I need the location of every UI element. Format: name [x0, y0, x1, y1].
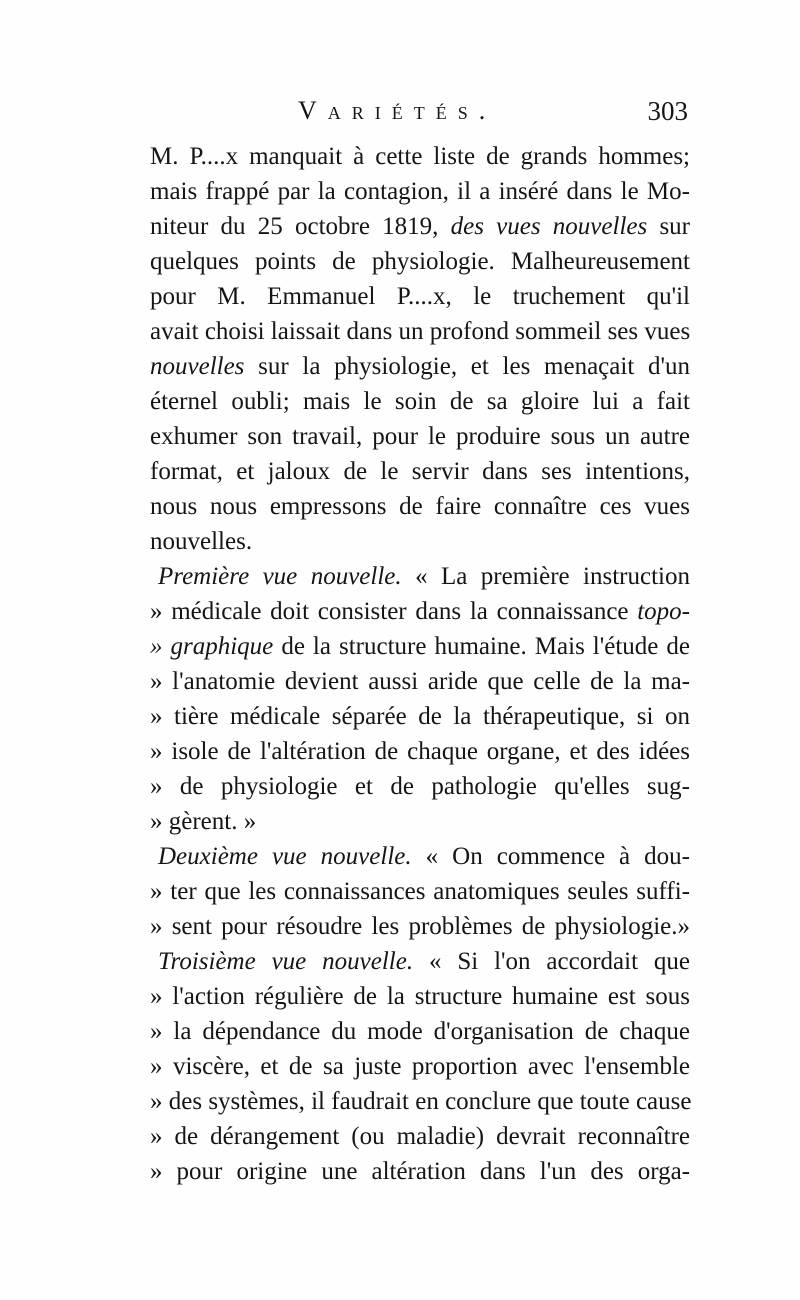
text-line: exhumer son travail, pour le produire sous un autre	[150, 423, 690, 450]
text-line: Troisième vue nouvelle. « Si l'on accordait que	[158, 948, 691, 975]
text-line: nouvelles sur la physiologie, et les menaçait d'un	[150, 353, 690, 380]
text-line: » des systèmes, il faudrait en conclure que toute cause	[150, 1088, 692, 1115]
text-line: avait choisi laissait dans un profond sommeil ses vues	[150, 318, 691, 345]
page-number: 303	[647, 96, 688, 126]
text-line: » de physiologie et de pathologie qu'elles sug-	[150, 773, 690, 800]
text-line: Première vue nouvelle. « La première instruction	[158, 563, 690, 590]
text-line: » sent pour résoudre les problèmes de physiologie.»	[150, 913, 690, 940]
text-line: nous nous empressons de faire connaître ces vues	[150, 493, 690, 520]
text-line: » isole de l'altération de chaque organe, et des idées	[150, 738, 690, 765]
text-line: » tière médicale séparée de la thérapeutique, si on	[150, 703, 690, 730]
text-line: quelques points de physiologie. Malheureusement	[150, 248, 690, 275]
text-line: » de dérangement (ou maladie) devrait reconnaître	[150, 1123, 690, 1150]
text-line: nouvelles.	[150, 528, 253, 555]
text-line: » graphique de la structure humaine. Mais l'étude de	[150, 633, 691, 660]
text-line: niteur du 25 octobre 1819, des vues nouvelles sur	[150, 213, 690, 240]
text-line: pour M. Emmanuel P....x, le truchement qu'il	[150, 283, 690, 310]
text-line: Deuxième vue nouvelle. « On commence à dou-	[158, 843, 691, 870]
text-line: » pour origine une altération dans l'un des orga-	[150, 1158, 690, 1185]
text-line: » ter que les connaissances anatomiques seules suffi-	[150, 878, 690, 905]
text-line: éternel oubli; mais le soin de sa gloire lui a fait	[150, 388, 690, 415]
text-line: » viscère, et de sa juste proportion avec l'ensemble	[150, 1053, 690, 1080]
text-line: mais frappé par la contagion, il a inséré dans le Mo-	[150, 178, 690, 205]
text-line: » médicale doit consister dans la connaissance topo-	[150, 598, 691, 625]
text-line: » gèrent. »	[150, 808, 257, 835]
text-line: » l'anatomie devient aussi aride que celle de la ma-	[150, 668, 690, 695]
text-line: » l'action régulière de la structure humaine est sous	[150, 983, 690, 1010]
text-line: format, et jaloux de le servir dans ses intentions,	[150, 458, 690, 485]
text-line: M. P....x manquait à cette liste de grands hommes;	[150, 143, 690, 170]
text-line: » la dépendance du mode d'organisation de chaque	[150, 1018, 690, 1045]
running-head: Variétés.	[298, 96, 497, 125]
page-header	[150, 96, 688, 136]
